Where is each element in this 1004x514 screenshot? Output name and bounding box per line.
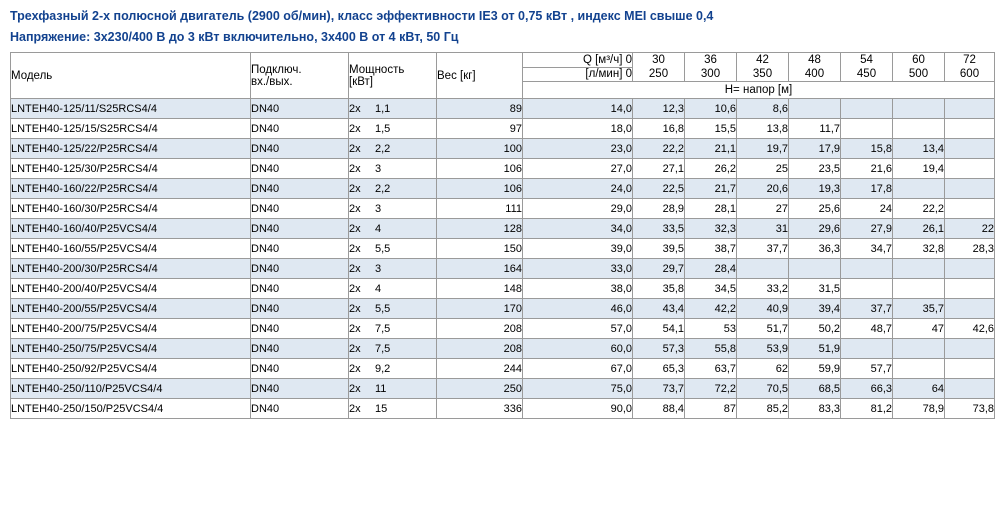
cell-power-value: 1,5 [375,122,391,135]
cell-power-multiplier: 2х [349,102,361,115]
cell-head-value [945,99,995,119]
cell-head-value: 19,7 [737,139,789,159]
cell-head-value [789,259,841,279]
cell-power-multiplier: 2х [349,402,361,415]
cell-head-value [945,379,995,399]
cell-power-multiplier: 2х [349,162,361,175]
table-row [11,99,995,119]
cell-power-value: 5,5 [375,302,391,315]
cell-head-value: 87 [685,399,737,419]
cell-power [349,359,437,379]
cell-head-value [893,259,945,279]
cell-head-value: 15,5 [685,119,737,139]
cell-model: LNTEH40-125/30/P25RCS4/4 [11,159,251,179]
cell-connection: DN40 [251,279,349,299]
cell-head-value: 63,7 [685,359,737,379]
col-header-power-line2: [кВт] [349,75,373,88]
cell-head-value: 21,6 [841,159,893,179]
cell-power-multiplier: 2х [349,342,361,355]
cell-head-value: 12,3 [633,99,685,119]
cell-weight: 89 [437,99,523,119]
cell-head-value [893,339,945,359]
cell-head-value: 70,5 [737,379,789,399]
table-row [11,119,995,139]
cell-head-value: 53 [685,319,737,339]
q-col-2 [685,53,737,82]
cell-head-value: 33,0 [523,259,633,279]
cell-head-value: 31,5 [789,279,841,299]
cell-head-value [945,179,995,199]
cell-head-value: 27,9 [841,219,893,239]
q-col-3-m3h: 42 [756,54,769,66]
cell-head-value: 32,8 [893,239,945,259]
cell-power-value: 1,1 [375,102,391,115]
cell-power [349,119,437,139]
cell-head-value: 25,6 [789,199,841,219]
cell-model: LNTEH40-250/110/P25VCS4/4 [11,379,251,399]
cell-power-multiplier: 2х [349,282,361,295]
q-col-3 [737,53,789,82]
table-row [11,179,995,199]
cell-head-value: 55,8 [685,339,737,359]
cell-head-value: 23,0 [523,139,633,159]
cell-head-value: 17,9 [789,139,841,159]
q-col-1 [633,53,685,82]
cell-weight: 164 [437,259,523,279]
cell-head-value: 37,7 [737,239,789,259]
cell-head-value: 37,7 [841,299,893,319]
cell-head-value: 11,7 [789,119,841,139]
table-row [11,399,995,419]
cell-weight: 150 [437,239,523,259]
cell-head-value: 13,4 [893,139,945,159]
cell-weight: 106 [437,159,523,179]
table-row [11,299,995,319]
cell-power-value: 2,2 [375,142,391,155]
cell-head-value: 51,9 [789,339,841,359]
cell-head-value: 60,0 [523,339,633,359]
cell-head-value: 67,0 [523,359,633,379]
cell-head-value: 24 [841,199,893,219]
cell-head-value: 16,8 [633,119,685,139]
cell-power [349,259,437,279]
cell-power-value: 3 [375,202,382,215]
cell-head-value [841,259,893,279]
cell-power [349,319,437,339]
cell-head-value: 51,7 [737,319,789,339]
cell-head-value: 28,3 [945,239,995,259]
cell-connection: DN40 [251,359,349,379]
cell-weight: 106 [437,179,523,199]
cell-head-value: 42,2 [685,299,737,319]
cell-head-value [945,339,995,359]
table-row [11,199,995,219]
cell-head-value: 14,0 [523,99,633,119]
cell-head-value [945,359,995,379]
cell-head-value: 29,6 [789,219,841,239]
cell-power [349,159,437,179]
cell-power-multiplier: 2х [349,242,361,255]
cell-head-value: 18,0 [523,119,633,139]
cell-weight: 170 [437,299,523,319]
cell-connection: DN40 [251,179,349,199]
cell-head-value: 72,2 [685,379,737,399]
cell-head-value: 22,2 [893,199,945,219]
cell-head-value: 26,1 [893,219,945,239]
cell-head-value: 27,1 [633,159,685,179]
cell-weight: 148 [437,279,523,299]
cell-connection: DN40 [251,319,349,339]
q-col-1-lmin: 250 [648,68,669,80]
cell-model: LNTEH40-160/40/P25VCS4/4 [11,219,251,239]
cell-connection: DN40 [251,159,349,179]
cell-model: LNTEH40-125/22/P25RCS4/4 [11,139,251,159]
cell-weight: 208 [437,319,523,339]
cell-head-value: 78,9 [893,399,945,419]
col-header-head: H= напор [м] [523,82,995,99]
q-col-6-m3h: 60 [912,54,925,66]
cell-head-value: 31 [737,219,789,239]
cell-power [349,239,437,259]
cell-power-multiplier: 2х [349,142,361,155]
cell-connection: DN40 [251,379,349,399]
cell-head-value: 34,0 [523,219,633,239]
cell-head-value: 73,7 [633,379,685,399]
cell-head-value: 28,9 [633,199,685,219]
q-col-6 [893,53,945,82]
table-row [11,239,995,259]
cell-head-value: 19,3 [789,179,841,199]
cell-power-value: 7,5 [375,322,391,335]
cell-head-value: 19,4 [893,159,945,179]
cell-power-value: 15 [375,402,388,415]
cell-head-value: 27 [737,199,789,219]
col-header-power-line1: Мощность [349,63,405,76]
cell-head-value: 62 [737,359,789,379]
table-row [11,279,995,299]
cell-head-value: 39,4 [789,299,841,319]
cell-head-value [737,259,789,279]
cell-head-value: 34,5 [685,279,737,299]
cell-model: LNTEH40-200/75/P25VCS4/4 [11,319,251,339]
cell-head-value: 42,6 [945,319,995,339]
cell-head-value: 47 [893,319,945,339]
table-row [11,159,995,179]
cell-head-value: 64 [893,379,945,399]
cell-head-value: 39,5 [633,239,685,259]
cell-head-value: 20,6 [737,179,789,199]
col-header-q-lmin: [л/мин] 0 [523,67,633,82]
cell-weight: 244 [437,359,523,379]
cell-power-multiplier: 2х [349,182,361,195]
cell-head-value [945,199,995,219]
q-col-2-lmin: 300 [700,68,721,80]
q-col-4-m3h: 48 [808,54,821,66]
cell-head-value: 35,7 [893,299,945,319]
cell-head-value [841,339,893,359]
cell-head-value: 46,0 [523,299,633,319]
cell-head-value: 88,4 [633,399,685,419]
table-row [11,319,995,339]
cell-head-value: 17,8 [841,179,893,199]
cell-head-value: 85,2 [737,399,789,419]
cell-head-value: 36,3 [789,239,841,259]
cell-power [349,399,437,419]
cell-head-value [945,139,995,159]
cell-power-multiplier: 2х [349,322,361,335]
q-col-3-lmin: 350 [752,68,773,80]
cell-weight: 100 [437,139,523,159]
cell-power-value: 11 [375,382,387,395]
cell-head-value: 66,3 [841,379,893,399]
cell-head-value: 81,2 [841,399,893,419]
cell-connection: DN40 [251,99,349,119]
cell-head-value: 33,5 [633,219,685,239]
cell-model: LNTEH40-250/75/P25VCS4/4 [11,339,251,359]
cell-head-value: 25 [737,159,789,179]
cell-power-multiplier: 2х [349,382,361,395]
cell-head-value: 27,0 [523,159,633,179]
cell-head-value: 75,0 [523,379,633,399]
table-row [11,359,995,379]
cell-power-multiplier: 2х [349,302,361,315]
q-col-4 [789,53,841,82]
table-row [11,259,995,279]
cell-head-value: 48,7 [841,319,893,339]
cell-power-multiplier: 2х [349,362,361,375]
cell-model: LNTEH40-250/92/P25VCS4/4 [11,359,251,379]
q-col-5-m3h: 54 [860,54,873,66]
col-header-connection-line2: вх./вых. [251,75,293,88]
table-row [11,219,995,239]
cell-connection: DN40 [251,199,349,219]
cell-connection: DN40 [251,219,349,239]
cell-head-value [945,259,995,279]
table-header [11,53,995,99]
cell-power [349,279,437,299]
cell-head-value: 21,1 [685,139,737,159]
cell-head-value: 57,7 [841,359,893,379]
col-header-q-m3h: Q [м³/ч] 0 [523,53,633,68]
cell-connection: DN40 [251,259,349,279]
table-body [11,99,995,419]
cell-connection: DN40 [251,139,349,159]
cell-head-value: 22 [945,219,995,239]
cell-power-value: 4 [375,282,382,295]
cell-head-value: 59,9 [789,359,841,379]
cell-power [349,199,437,219]
cell-head-value: 38,7 [685,239,737,259]
cell-connection: DN40 [251,239,349,259]
cell-model: LNTEH40-200/55/P25VCS4/4 [11,299,251,319]
cell-head-value: 50,2 [789,319,841,339]
col-header-power [349,53,437,99]
cell-model: LNTEH40-160/30/P25RCS4/4 [11,199,251,219]
cell-head-value: 39,0 [523,239,633,259]
cell-connection: DN40 [251,299,349,319]
cell-weight: 336 [437,399,523,419]
cell-head-value: 22,5 [633,179,685,199]
cell-head-value: 10,6 [685,99,737,119]
cell-head-value: 13,8 [737,119,789,139]
q-col-7-lmin: 600 [959,68,980,80]
cell-weight: 208 [437,339,523,359]
cell-model: LNTEH40-125/15/S25RCS4/4 [11,119,251,139]
cell-weight: 128 [437,219,523,239]
col-header-model: Модель [11,53,251,99]
cell-head-value: 35,8 [633,279,685,299]
cell-head-value: 24,0 [523,179,633,199]
col-header-connection-line1: Подключ. [251,63,302,76]
cell-head-value [893,99,945,119]
cell-head-value: 57,3 [633,339,685,359]
cell-power-multiplier: 2х [349,222,361,235]
cell-head-value [841,99,893,119]
cell-head-value: 26,2 [685,159,737,179]
cell-head-value: 65,3 [633,359,685,379]
cell-head-value: 38,0 [523,279,633,299]
col-header-weight: Вес [кг] [437,53,523,99]
cell-head-value: 22,2 [633,139,685,159]
cell-head-value: 90,0 [523,399,633,419]
cell-power [349,99,437,119]
cell-model: LNTEH40-200/30/P25RCS4/4 [11,259,251,279]
q-col-5-lmin: 450 [856,68,877,80]
cell-power-value: 5,5 [375,242,391,255]
cell-power-value: 7,5 [375,342,391,355]
cell-power [349,179,437,199]
cell-head-value [893,279,945,299]
cell-head-value [945,119,995,139]
cell-head-value [841,119,893,139]
q-col-2-m3h: 36 [704,54,717,66]
cell-head-value [789,99,841,119]
cell-connection: DN40 [251,119,349,139]
q-col-7 [945,53,995,82]
header-row-1 [11,53,995,68]
header-line-motor: Трехфазный 2-х полюсной двигатель (2900 об/мин), класс эффективности IE3 от 0,75 кВт , индекс MEI свыше 0,4 [10,9,714,23]
cell-head-value: 21,7 [685,179,737,199]
cell-head-value: 29,0 [523,199,633,219]
cell-head-value: 54,1 [633,319,685,339]
cell-power [349,299,437,319]
cell-head-value: 73,8 [945,399,995,419]
cell-power-multiplier: 2х [349,262,361,275]
cell-power-value: 9,2 [375,362,391,375]
table-row [11,139,995,159]
cell-head-value [945,159,995,179]
cell-power [349,139,437,159]
cell-connection: DN40 [251,339,349,359]
cell-head-value [945,279,995,299]
cell-head-value: 29,7 [633,259,685,279]
cell-power-multiplier: 2х [349,202,361,215]
cell-power [349,379,437,399]
header-line-voltage: Напряжение: 3х230/400 В до 3 кВт включительно, 3х400 В от 4 кВт, 50 Гц [10,30,459,44]
cell-head-value: 83,3 [789,399,841,419]
cell-head-value: 33,2 [737,279,789,299]
cell-power-value: 3 [375,262,382,275]
q-col-7-m3h: 72 [963,54,976,66]
cell-weight: 97 [437,119,523,139]
cell-power-value: 3 [375,162,382,175]
cell-model: LNTEH40-125/11/S25RCS4/4 [11,99,251,119]
cell-weight: 111 [437,199,523,219]
q-col-5 [841,53,893,82]
cell-head-value [945,299,995,319]
cell-head-value: 53,9 [737,339,789,359]
cell-power [349,219,437,239]
cell-head-value [893,359,945,379]
cell-head-value [841,279,893,299]
cell-head-value: 40,9 [737,299,789,319]
table-row [11,339,995,359]
cell-connection: DN40 [251,399,349,419]
cell-head-value: 28,1 [685,199,737,219]
table-row [11,379,995,399]
cell-head-value: 34,7 [841,239,893,259]
cell-model: LNTEH40-250/150/P25VCS4/4 [11,399,251,419]
q-col-1-m3h: 30 [652,54,665,66]
cell-head-value: 23,5 [789,159,841,179]
cell-head-value: 28,4 [685,259,737,279]
cell-head-value [893,119,945,139]
cell-power-multiplier: 2х [349,122,361,135]
pump-specification-table [10,52,995,419]
cell-head-value: 57,0 [523,319,633,339]
cell-model: LNTEH40-160/22/P25RCS4/4 [11,179,251,199]
cell-model: LNTEH40-200/40/P25VCS4/4 [11,279,251,299]
cell-head-value: 43,4 [633,299,685,319]
col-header-connection [251,53,349,99]
cell-head-value: 68,5 [789,379,841,399]
cell-weight: 250 [437,379,523,399]
cell-head-value: 15,8 [841,139,893,159]
cell-power-value: 2,2 [375,182,391,195]
cell-head-value: 32,3 [685,219,737,239]
cell-head-value [893,179,945,199]
q-col-4-lmin: 400 [804,68,825,80]
cell-head-value: 8,6 [737,99,789,119]
cell-power [349,339,437,359]
cell-power-value: 4 [375,222,382,235]
q-col-6-lmin: 500 [908,68,929,80]
cell-model: LNTEH40-160/55/P25VCS4/4 [11,239,251,259]
